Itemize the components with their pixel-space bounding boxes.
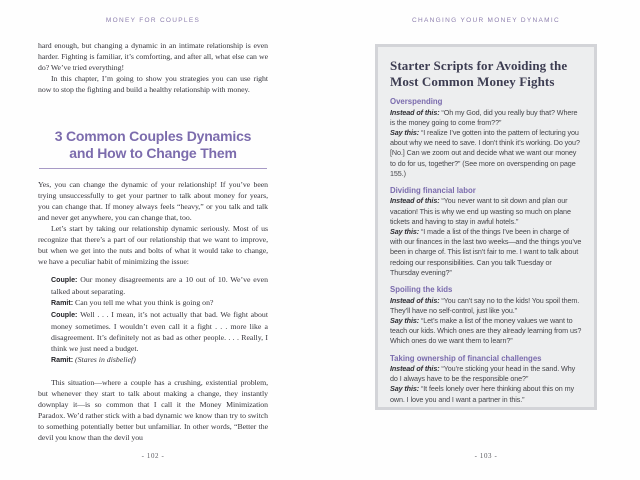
dialogue-turn — [51, 309, 268, 354]
script-text: “You’re sticking your head in the sand. Why do I always have to be the responsible one?” — [390, 364, 576, 384]
script-section — [390, 97, 582, 179]
script-item — [390, 128, 582, 179]
script-label: Say this: — [390, 127, 421, 137]
script-label: Instead of this: — [390, 364, 442, 374]
speaker-label: Couple: — [51, 276, 81, 284]
chapter-heading-line2: and How to Change Them — [69, 144, 237, 161]
left-main-text — [38, 179, 268, 443]
page-number-left: - 102 - — [141, 452, 165, 460]
script-label: Instead of this: — [390, 295, 442, 305]
left-mid-paragraphs — [38, 179, 268, 267]
chapter-heading-line1: 3 Common Couples Dynamics — [54, 128, 252, 144]
script-item — [390, 384, 582, 404]
script-section — [390, 285, 582, 347]
script-item — [390, 108, 582, 128]
dialogue-turn — [51, 297, 268, 309]
script-text: “Oh my God, did you really buy that? Where is the money going to come from??” — [390, 107, 578, 127]
body-paragraph: hard enough, but changing a dynamic in an intimate relationship is even harder. Fighting is familiar, it’s comforting, and after all, what else can we do? We’ve tried everything! — [38, 41, 268, 72]
dialogue-text: Our money disagreements are a 10 out of 10. We’ve even talked about separating. — [51, 275, 268, 296]
dialogue-turn — [51, 274, 268, 297]
script-item — [390, 196, 582, 227]
script-text: “You never want to sit down and plan our vacation! This is why we end up wasting so much on plane tickets and having to stay in awful hotels.” — [390, 196, 571, 226]
box-title: Starter Scripts for Avoiding the Most Common Money Fights — [390, 58, 568, 89]
running-head-left: MONEY FOR COUPLES — [105, 17, 201, 24]
left-bottom-paragraphs — [38, 377, 268, 443]
section-heading: Dividing financial labor — [390, 185, 476, 195]
script-text: “You can’t say no to the kids! You spoil them. They’ll have no self-control, just like you.” — [390, 295, 580, 315]
dialogue-block — [51, 274, 268, 366]
section-heading: Taking ownership of financial challenges — [390, 353, 542, 363]
script-item — [390, 364, 582, 384]
script-text: “I realize I’ve gotten into the pattern of lecturing you about why we need to save. I don’t think it’s working. Do you? [No.] Can we zoom out and decide what we want our money to do for us, together?” (See more on overspending on page 155.) — [390, 127, 580, 178]
dialogue-text: Can you tell me what you think is going on? — [75, 298, 214, 307]
left-page — [38, 0, 268, 480]
body-paragraph: Yes, you can change the dynamic of your relationship! If you’ve been trying unsuccessfully to get your partner to talk about money for years, you can change that. If money always feels “heavy,” or you talk and talk and never get anywhere, you can change that, too. — [38, 180, 268, 222]
body-paragraph: Let’s start by taking our relationship dynamic seriously. Most of us recognize that there’s a part of our relationship that we want to improve, but when we get into the nuts and bolts of what it would take to change, we have a peculiar habit of minimizing the issue: — [38, 224, 268, 266]
body-paragraph: This situation—where a couple has a crushing, existential problem, but whenever they start to talk about making a change, they instantly downplay it—is so common that I call it the Money Minimization Paradox. We’d rather stick with a bad dynamic we know than try to switch to something potentially better but unfamiliar. In other words, “Better the devil you know than the devil you — [38, 378, 268, 442]
script-label: Say this: — [390, 227, 421, 237]
script-label: Instead of this: — [390, 196, 442, 206]
script-label: Say this: — [390, 315, 421, 325]
section-heading: Spoiling the kids — [390, 285, 453, 295]
box-sections — [390, 97, 582, 405]
heading-rule — [39, 168, 267, 169]
body-paragraph: In this chapter, I’m going to show you strategies you can use right now to stop the fighting and build a healthy relationship with money. — [38, 74, 268, 94]
dialogue-turn — [51, 354, 268, 366]
script-item — [390, 227, 582, 278]
page-number-right: - 103 - — [474, 452, 498, 460]
script-text: “Let’s make a list of the money values we want to teach our kids. Which ones are they already learning from us? Which ones do we want them to learn?” — [390, 315, 582, 346]
script-text: “I made a list of the things I’ve been in charge of with our finances in the last two weeks—and the things you’ve been in charge of. This list isn’t fair to me. I want to talk about redoing our responsibilities. Can you talk Tuesday or Thursday evening?” — [390, 227, 582, 277]
script-label: Say this: — [390, 384, 421, 394]
speaker-label: Ramit: — [51, 299, 76, 307]
left-intro-paragraphs — [38, 40, 268, 95]
script-text: “It feels lonely over here thinking about this on my own. I love you and I want a partner in this.” — [390, 384, 574, 404]
dialogue-text: (Stares in disbelief) — [75, 355, 136, 364]
script-section — [390, 186, 582, 278]
dialogue-text: Well . . . I mean, it’s not actually that bad. We fight about money sometimes. I wouldn’t even call it a fight . . . more like a disagreement. It’s definitely not as bad as other people. . . . Really, I think we just need a budget. — [51, 310, 268, 353]
script-item — [390, 296, 582, 316]
chapter-heading — [38, 128, 268, 161]
starter-scripts-box — [375, 44, 597, 410]
script-item — [390, 316, 582, 347]
running-head-right: CHANGING YOUR MONEY DYNAMIC — [412, 17, 560, 24]
section-heading: Overspending — [390, 97, 443, 106]
right-page — [375, 0, 597, 480]
speaker-label: Ramit: — [51, 356, 76, 364]
script-section — [390, 354, 582, 405]
speaker-label: Couple: — [51, 311, 81, 319]
script-label: Instead of this: — [390, 107, 442, 117]
